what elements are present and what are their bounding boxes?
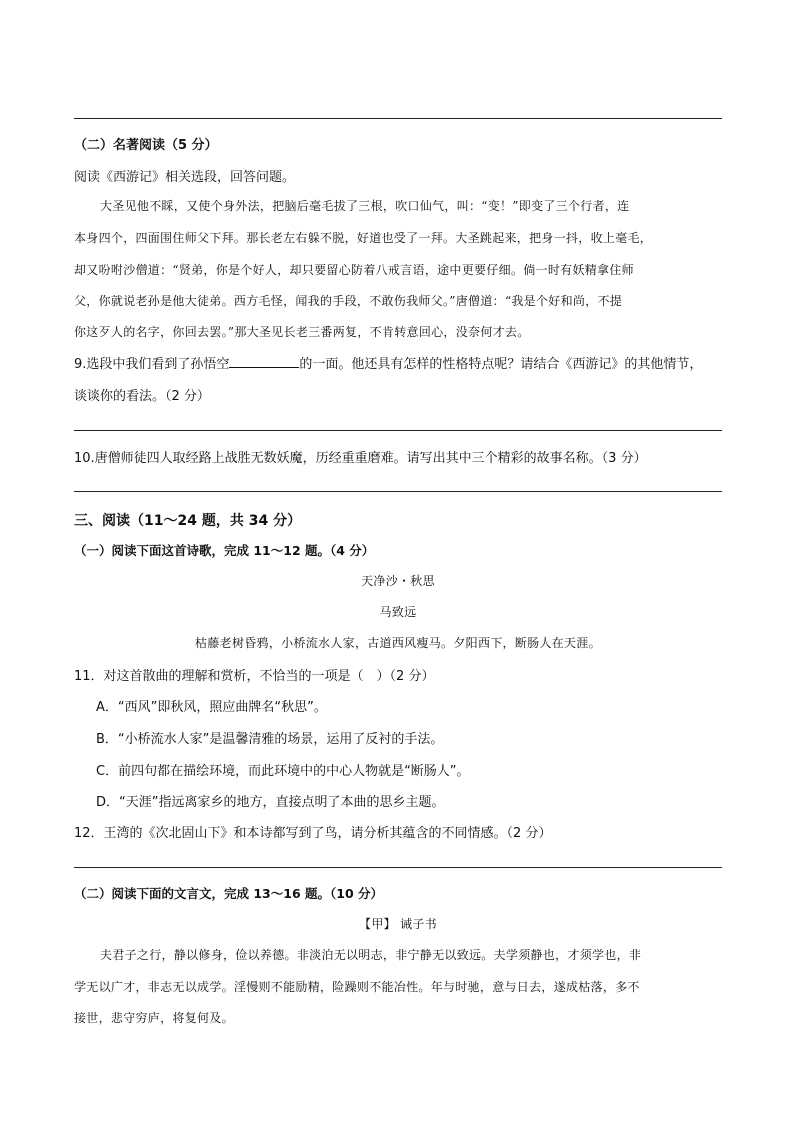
answer-line (74, 430, 722, 431)
classical-text-line: 学无以广才，非志无以成学。淫慢则不能励精，险躁则不能冶性。年与时驰，意与日去，遂成枯落，多不 (74, 980, 640, 994)
answer-blank[interactable] (229, 355, 299, 368)
passage-line: 父，你就说老孙是他大徒弟。西方毛怪，闻我的手段，不敢伤我师父。”唐僧道：“我是个好和尚，不提 (74, 294, 623, 308)
poem-body: 枯藤老树昏鸦，小桥流水人家，古道西风瘦马。夕阳西下，断肠人在天涯。 (195, 636, 601, 650)
option-c[interactable]: C．前四句都在描绘环境，而此环境中的中心人物就是“断肠人”。 (96, 764, 470, 779)
option-d[interactable]: D．“天涯”指远离家乡的地方，直接点明了本曲的思乡主题。 (96, 795, 445, 810)
option-a[interactable]: A．“西风”即秋风，照应曲牌名“秋思”。 (96, 700, 327, 715)
poem-title: 天净沙・秋思 (361, 574, 435, 588)
question-9-text: 9.选段中我们看到了孙悟空 (74, 357, 230, 372)
classical-text-line: 夫君子之行，静以修身，俭以养德。非淡泊无以明志，非宁静无以致远。夫学须静也，才须学也，非 (100, 948, 642, 962)
question-11: 11．对这首散曲的理解和赏析，不恰当的一项是（ ）（2 分） (74, 669, 435, 684)
part1-heading: （一）阅读下面这首诗歌，完成 11～12 题。（4 分） (74, 543, 375, 558)
passage-line: 本身四个，四面围住师父下拜。那长老左右躲不脱，好道也受了一拜。大圣跳起来，把身一抖，收上毫毛， (74, 231, 653, 245)
option-b[interactable]: B．“小桥流水人家”是温馨清雅的场景，运用了反衬的手法。 (96, 732, 444, 747)
question-12: 12．王湾的《次北固山下》和本诗都写到了鸟，请分析其蕴含的不同情感。（2 分） (74, 826, 552, 841)
answer-line (74, 491, 722, 492)
poem-author: 马致远 (379, 605, 417, 619)
question-9 (74, 353, 702, 372)
passage-line: 却又吩咐沙僧道：“贤弟，你是个好人，却只要留心防着八戒言语，途中更要仔细。倘一时有妖精拿住师 (74, 263, 634, 277)
passage-line: 大圣见他不睬，又使个身外法，把脑后毫毛拔了三根，吹口仙气，叫：“变！”即变了三个行者，连 (100, 199, 630, 213)
section-heading-classic-reading: （二）名著阅读（5 分） (74, 138, 218, 153)
part2-heading: （二）阅读下面的文言文，完成 13～16 题。（10 分） (74, 886, 383, 901)
reading-intro: 阅读《西游记》相关选段，回答问题。 (74, 170, 296, 185)
question-9-text-cont: 的一面。他还具有怎样的性格特点呢？请结合《西游记》的其他情节， (299, 357, 703, 372)
divider-top (74, 118, 722, 119)
question-9-line2: 谈谈你的看法。（2 分） (74, 389, 210, 404)
answer-line (74, 867, 722, 868)
passage-line: 你这歹人的名字，你回去罢。”那大圣见长老三番两复，不肯转意回心，没奈何才去。 (74, 325, 530, 339)
classical-text-line: 接世，悲守穷庐，将复何及。 (74, 1011, 234, 1025)
question-10: 10.唐僧师徒四人取经路上战胜无数妖魔，历经重重磨难。请写出其中三个精彩的故事名称。（3 分） (74, 451, 647, 466)
section-heading-reading: 三、阅读（11～24 题，共 34 分） (74, 513, 302, 529)
text-a-title: 【甲】 诫子书 (359, 917, 437, 931)
